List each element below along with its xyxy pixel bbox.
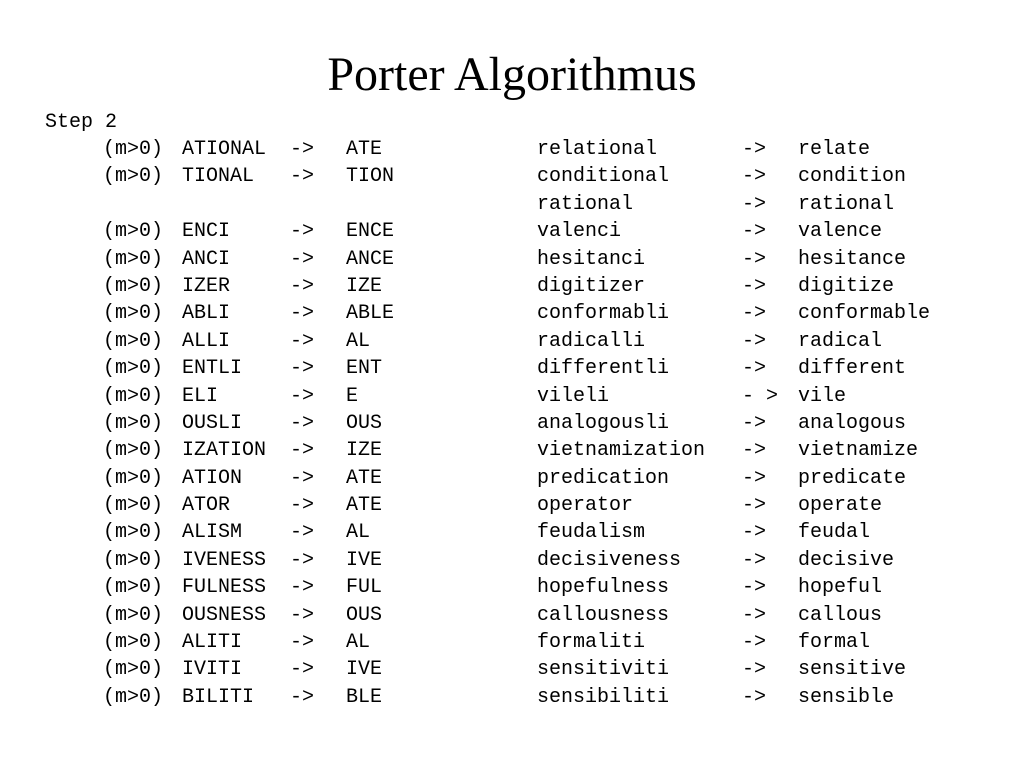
example-arrow: -> <box>742 138 767 161</box>
rule-replacement: AL <box>346 631 371 655</box>
example-arrow: -> <box>742 631 767 655</box>
rule-replacement: AL <box>346 329 371 353</box>
example-result: radical <box>798 329 883 353</box>
rule-suffix: ALITI <box>182 631 243 655</box>
rule-suffix: OUSLI <box>182 411 243 435</box>
example-arrow: -> <box>742 357 767 381</box>
rule-arrow: -> <box>290 274 315 298</box>
rule-row <box>0 136 1024 163</box>
example-result: analogous <box>798 411 907 435</box>
example-arrow: -> <box>742 220 767 244</box>
rule-suffix: ENTLI <box>182 357 243 381</box>
example-result: vietnamize <box>798 439 919 463</box>
example-word: vietnamization <box>537 439 706 463</box>
rule-suffix: IVENESS <box>182 548 267 572</box>
rule-condition: (m>0) <box>103 357 164 381</box>
example-result: sensitive <box>798 658 907 682</box>
rule-row <box>0 273 1024 300</box>
example-word: operator <box>537 494 634 518</box>
rule-replacement: IZE <box>346 439 383 463</box>
rule-row <box>0 547 1024 574</box>
rule-condition: (m>0) <box>103 274 164 298</box>
rule-arrow: -> <box>290 165 315 189</box>
rule-arrow: -> <box>290 411 315 435</box>
rule-row <box>0 163 1024 190</box>
rule-arrow: -> <box>290 548 315 572</box>
rule-replacement: ATE <box>346 494 383 518</box>
rule-replacement: OUS <box>346 603 383 627</box>
example-result: hesitance <box>798 247 907 271</box>
rule-row <box>0 410 1024 437</box>
example-word: analogousli <box>537 411 670 435</box>
rule-condition: (m>0) <box>103 247 164 271</box>
rule-suffix: FULNESS <box>182 576 267 600</box>
example-word: digitizer <box>537 274 646 298</box>
example-result: feudal <box>798 521 871 545</box>
rule-replacement: TION <box>346 165 395 189</box>
rule-row <box>0 629 1024 656</box>
rule-suffix: ALISM <box>182 521 243 545</box>
example-word: decisiveness <box>537 548 682 572</box>
rule-suffix: ENCI <box>182 220 231 244</box>
example-arrow: - > <box>742 384 779 408</box>
rule-suffix: ALLI <box>182 329 231 353</box>
example-result: formal <box>798 631 871 655</box>
rule-condition: (m>0) <box>103 548 164 572</box>
rule-replacement: ANCE <box>346 247 395 271</box>
example-arrow: -> <box>742 466 767 490</box>
rule-arrow: -> <box>290 685 315 709</box>
example-result: valence <box>798 220 883 244</box>
example-arrow: -> <box>742 494 767 518</box>
rule-suffix: ABLI <box>182 302 231 326</box>
rule-replacement: E <box>346 384 359 408</box>
rule-condition: (m>0) <box>103 521 164 545</box>
rule-arrow: -> <box>290 439 315 463</box>
rule-replacement: ATE <box>346 466 383 490</box>
example-arrow: -> <box>742 411 767 435</box>
rule-arrow: -> <box>290 247 315 271</box>
rule-arrow: -> <box>290 631 315 655</box>
rule-row <box>0 383 1024 410</box>
example-word: callousness <box>537 603 670 627</box>
rule-row <box>0 246 1024 273</box>
example-word: radicalli <box>537 329 646 353</box>
rule-replacement: ENT <box>346 357 383 381</box>
example-arrow: -> <box>742 439 767 463</box>
rule-condition: (m>0) <box>103 165 164 189</box>
rule-suffix: IVITI <box>182 658 243 682</box>
example-result: rational <box>798 192 895 216</box>
example-arrow: -> <box>742 329 767 353</box>
rule-condition: (m>0) <box>103 576 164 600</box>
rule-condition: (m>0) <box>103 466 164 490</box>
example-word: differentli <box>537 357 670 381</box>
example-result: digitize <box>798 274 895 298</box>
rule-suffix: ATOR <box>182 494 231 518</box>
rule-replacement: IVE <box>346 658 383 682</box>
rule-row <box>0 328 1024 355</box>
example-word: sensibiliti <box>537 685 670 709</box>
example-word: valenci <box>537 220 622 244</box>
rule-arrow: -> <box>290 138 315 161</box>
example-word: hesitanci <box>537 247 646 271</box>
slide-title: Porter Algorithmus <box>327 48 697 101</box>
rule-replacement: IVE <box>346 548 383 572</box>
rule-row <box>0 355 1024 382</box>
rule-row <box>0 437 1024 464</box>
example-arrow: -> <box>742 685 767 709</box>
example-arrow: -> <box>742 274 767 298</box>
rule-suffix: TIONAL <box>182 165 255 189</box>
example-word: formaliti <box>537 631 646 655</box>
rule-arrow: -> <box>290 494 315 518</box>
rule-condition: (m>0) <box>103 603 164 627</box>
rule-condition: (m>0) <box>103 384 164 408</box>
rule-row <box>0 492 1024 519</box>
rule-row <box>0 300 1024 327</box>
rule-replacement: ABLE <box>346 302 395 326</box>
example-result: predicate <box>798 466 907 490</box>
rule-row <box>0 656 1024 683</box>
example-arrow: -> <box>742 658 767 682</box>
rule-replacement: OUS <box>346 411 383 435</box>
step-heading: Step 2 <box>45 111 118 134</box>
rule-condition: (m>0) <box>103 220 164 244</box>
example-word: vileli <box>537 384 610 408</box>
example-result: relate <box>798 138 871 161</box>
rule-suffix: IZER <box>182 274 231 298</box>
example-result: different <box>798 357 907 381</box>
rule-arrow: -> <box>290 521 315 545</box>
rule-row <box>0 218 1024 245</box>
example-word: sensitiviti <box>537 658 670 682</box>
example-result: decisive <box>798 548 895 572</box>
example-result: operate <box>798 494 883 518</box>
rule-condition: (m>0) <box>103 658 164 682</box>
example-word: feudalism <box>537 521 646 545</box>
rule-replacement: BLE <box>346 685 383 709</box>
rule-suffix: ANCI <box>182 247 231 271</box>
example-arrow: -> <box>742 521 767 545</box>
rule-arrow: -> <box>290 658 315 682</box>
rule-row <box>0 465 1024 492</box>
example-result: vile <box>798 384 847 408</box>
rule-arrow: -> <box>290 603 315 627</box>
example-arrow: -> <box>742 302 767 326</box>
rule-replacement: IZE <box>346 274 383 298</box>
example-arrow: -> <box>742 247 767 271</box>
example-result: sensible <box>798 685 895 709</box>
rule-suffix: ATIONAL <box>182 138 267 161</box>
rule-condition: (m>0) <box>103 138 164 161</box>
rule-arrow: -> <box>290 302 315 326</box>
rule-arrow: -> <box>290 220 315 244</box>
example-arrow: -> <box>742 603 767 627</box>
rule-arrow: -> <box>290 357 315 381</box>
rule-condition: (m>0) <box>103 631 164 655</box>
rule-condition: (m>0) <box>103 302 164 326</box>
rule-replacement: ENCE <box>346 220 395 244</box>
example-result: condition <box>798 165 907 189</box>
rule-suffix: ELI <box>182 384 219 408</box>
example-word: predication <box>537 466 670 490</box>
example-arrow: -> <box>742 548 767 572</box>
example-word: conditional <box>537 165 670 189</box>
rule-condition: (m>0) <box>103 685 164 709</box>
rule-condition: (m>0) <box>103 411 164 435</box>
rule-row <box>0 574 1024 601</box>
rule-row <box>0 519 1024 546</box>
rule-arrow: -> <box>290 329 315 353</box>
rule-condition: (m>0) <box>103 329 164 353</box>
rule-arrow: -> <box>290 576 315 600</box>
example-word: rational <box>537 192 634 216</box>
example-arrow: -> <box>742 576 767 600</box>
example-result: callous <box>798 603 883 627</box>
rule-suffix: ATION <box>182 466 243 490</box>
rule-row <box>0 191 1024 218</box>
example-result: conformable <box>798 302 931 326</box>
example-word: conformabli <box>537 302 670 326</box>
rule-table <box>0 136 1024 711</box>
example-arrow: -> <box>742 165 767 189</box>
rule-suffix: IZATION <box>182 439 267 463</box>
rule-replacement: AL <box>346 521 371 545</box>
rule-row <box>0 602 1024 629</box>
rule-arrow: -> <box>290 466 315 490</box>
rule-replacement: FUL <box>346 576 383 600</box>
rule-replacement: ATE <box>346 138 383 161</box>
rule-condition: (m>0) <box>103 439 164 463</box>
rule-suffix: BILITI <box>182 685 255 709</box>
rule-arrow: -> <box>290 384 315 408</box>
rule-suffix: OUSNESS <box>182 603 267 627</box>
example-result: hopeful <box>798 576 883 600</box>
example-word: relational <box>537 138 658 161</box>
rule-row <box>0 684 1024 711</box>
example-word: hopefulness <box>537 576 670 600</box>
rule-condition: (m>0) <box>103 494 164 518</box>
example-arrow: -> <box>742 192 767 216</box>
